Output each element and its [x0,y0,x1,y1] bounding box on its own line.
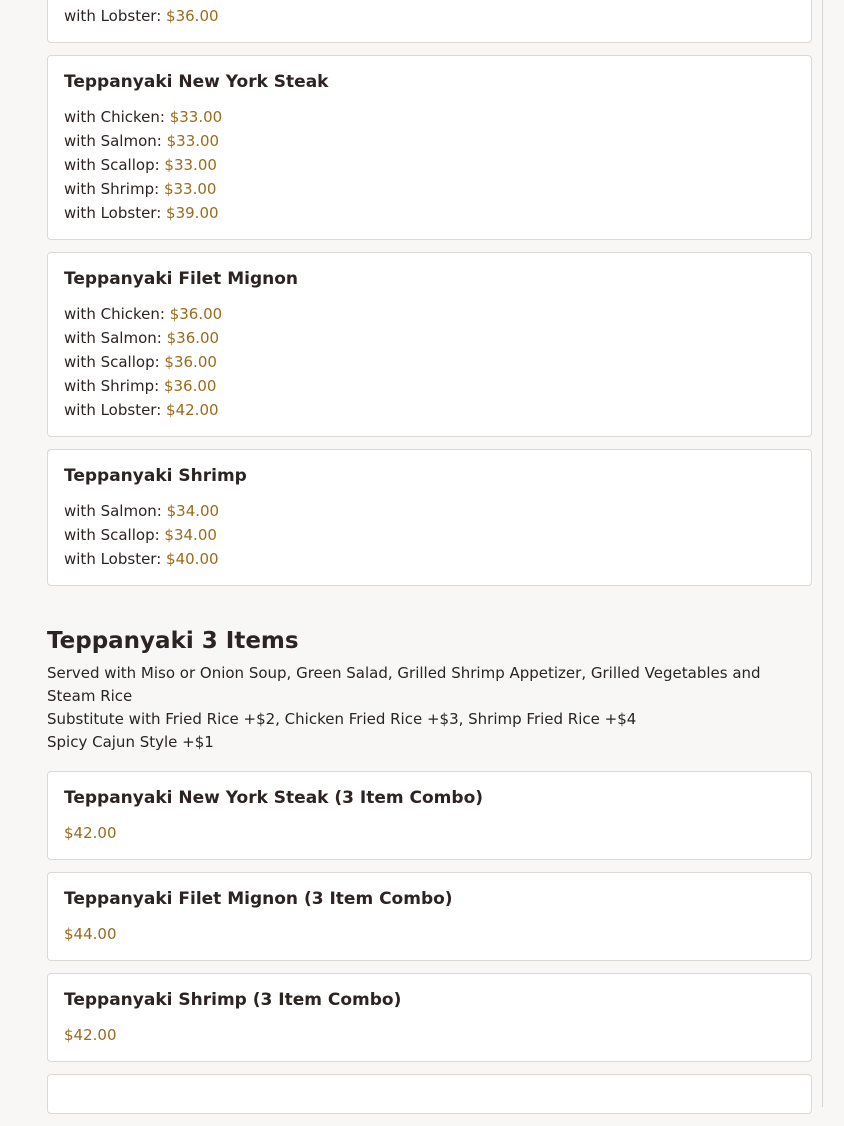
scrollbar-edge[interactable] [822,0,823,1107]
option-row [64,374,795,398]
option-label: with Lobster: [64,204,162,222]
option-row [64,129,795,153]
combo-item-card[interactable] [47,973,812,1062]
menu-item-card[interactable] [47,252,812,437]
section-description [47,662,812,754]
menu-item-title: Teppanyaki New York Steak [64,72,329,92]
option-price: $36.00 [164,353,217,371]
combo-item-card[interactable] [47,872,812,961]
combo-item-card[interactable] [47,771,812,860]
option-row [64,302,795,326]
section-title: Teppanyaki 3 Items [47,628,299,654]
option-row [64,350,795,374]
option-label [64,0,159,1]
combo-item-title: Teppanyaki Shrimp (3 Item Combo) [64,990,402,1010]
option-label: with Scallop: [64,353,160,371]
option-label: with Salmon: [64,502,162,520]
option-row [64,523,795,547]
menu-item-title: Teppanyaki Filet Mignon [64,269,299,289]
option-label: with Scallop: [64,156,160,174]
option-row [64,398,795,422]
option-row [64,4,795,28]
option-price: $39.00 [166,204,219,222]
option-price: $36.00 [166,7,219,25]
option-label: with Shrimp: [64,377,160,395]
combo-item-price: $44.00 [64,925,117,943]
combo-item-title: Teppanyaki Filet Mignon (3 Item Combo) [64,889,453,909]
combo-item-price: $42.00 [64,824,117,842]
option-row [64,499,795,523]
combo-item-card[interactable] [47,1074,812,1114]
option-price: $33.00 [164,156,217,174]
option-label: with Salmon: [64,132,162,150]
menu-item-card[interactable] [47,0,812,43]
option-price: $42.00 [166,401,219,419]
option-price: $36.00 [166,329,220,347]
option-row [64,326,795,350]
option-label: with Chicken: [64,305,165,323]
option-price [164,0,217,1]
section-desc-line: Spicy Cajun Style +$1 [47,733,214,751]
combo-item-title: Teppanyaki New York Steak (3 Item Combo) [64,788,484,808]
option-label: with Chicken: [64,108,165,126]
option-price: $33.00 [166,132,220,150]
menu-item-card[interactable] [47,449,812,586]
option-price: $34.00 [164,526,217,544]
combo-item-price: $42.00 [64,1026,117,1044]
option-row [64,153,795,177]
option-row [64,177,795,201]
option-row [64,105,795,129]
option-price: $34.00 [166,502,220,520]
option-price: $36.00 [169,305,223,323]
section-desc-line: Substitute with Fried Rice +$2, Chicken Fried Rice +$3, Shrimp Fried Rice +$4 [47,710,637,728]
menu-item-card[interactable] [47,55,812,240]
option-label: with Scallop: [64,526,160,544]
option-row [64,547,795,571]
option-label: with Lobster: [64,550,162,568]
option-label: with Salmon: [64,329,162,347]
option-row [64,201,795,225]
option-price: $33.00 [163,180,217,198]
option-label: with Lobster: [64,7,162,25]
option-label: with Shrimp: [64,180,160,198]
option-label: with Lobster: [64,401,162,419]
option-price: $40.00 [166,550,219,568]
section-desc-line: Served with Miso or Onion Soup, Green Salad, Grilled Shrimp Appetizer, Grilled Vegetables and Steam Rice [47,664,761,705]
option-price: $36.00 [163,377,217,395]
menu-item-title: Teppanyaki Shrimp [64,466,247,486]
option-price: $33.00 [169,108,223,126]
menu-content [47,0,812,1126]
